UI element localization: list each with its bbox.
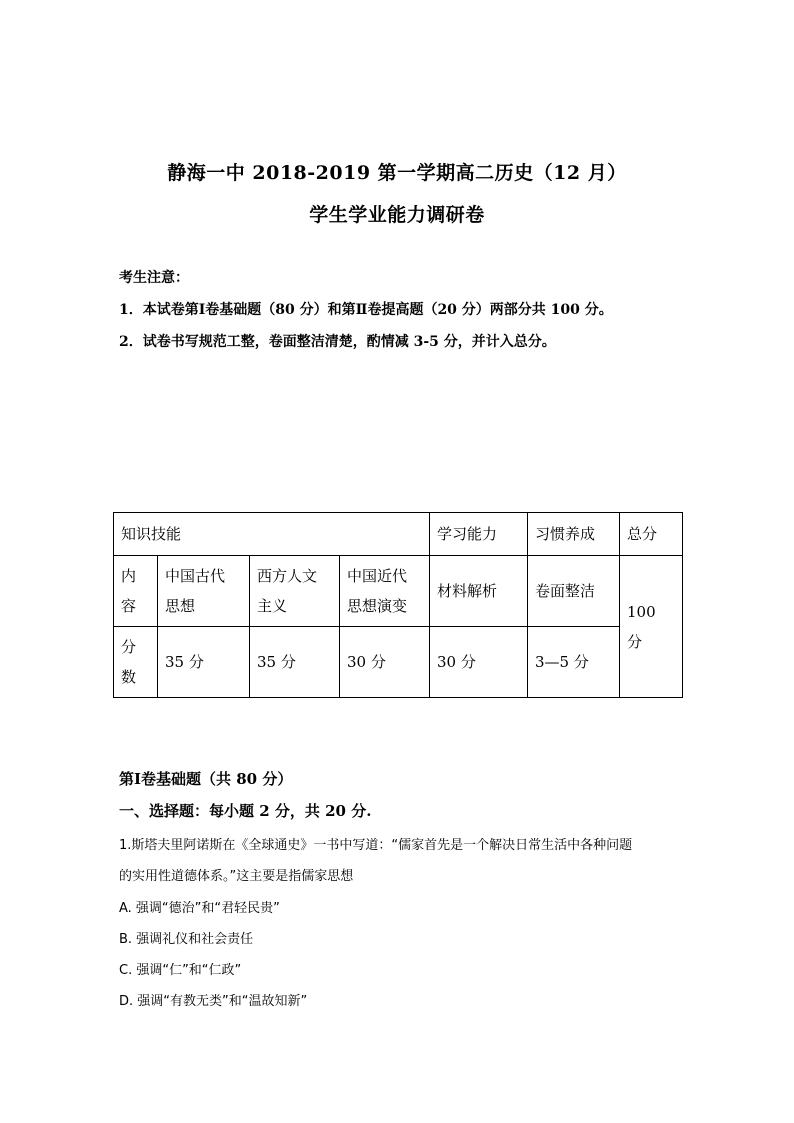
content-label-char-2: 容 — [121, 597, 137, 615]
content-cell-modern-thought — [340, 556, 430, 627]
page-subtitle: 学生学业能力调研卷 — [309, 204, 485, 226]
total-score-value: 100 分 — [620, 556, 683, 698]
score-cell: 35 分 — [250, 627, 340, 698]
question-1-stem-line-1: 1.斯塔夫里阿诺斯在《全球通史》一书中写道：“儒家首先是一个解决日常生活中各种问题 — [119, 838, 633, 853]
content-label — [114, 556, 158, 627]
table-header-row — [114, 513, 683, 556]
header-total-score: 总分 — [620, 513, 683, 556]
content-cell-material-analysis: 材料解析 — [430, 556, 528, 627]
score-table — [113, 512, 683, 698]
option-b: B. 强调礼仪和社会责任 — [119, 932, 254, 947]
score-cell: 30 分 — [340, 627, 430, 698]
header-learning-ability: 学习能力 — [430, 513, 528, 556]
table-content-row — [114, 556, 683, 627]
cell-line: 主义 — [257, 597, 288, 615]
cell-line: 中国古代 — [165, 567, 226, 585]
content-cell-neat-paper: 卷面整洁 — [528, 556, 620, 627]
cell-line: 中国近代 — [347, 567, 408, 585]
notice-item-1: 1．本试卷第Ⅰ卷基础题（80 分）和第Ⅱ卷提高题（20 分）两部分共 100 分。 — [119, 302, 613, 318]
notice-item-2: 2．试卷书写规范工整，卷面整洁清楚，酌情减 3-5 分，并计入总分。 — [119, 334, 556, 350]
score-label-char-2: 数 — [121, 668, 137, 686]
cell-line: 西方人文 — [257, 567, 318, 585]
score-label-char-1: 分 — [121, 638, 137, 656]
score-cell: 3—5 分 — [528, 627, 620, 698]
table-score-row — [114, 627, 683, 698]
content-cell-western-humanism — [250, 556, 340, 627]
cell-line: 思想演变 — [347, 597, 408, 615]
header-habit-formation: 习惯养成 — [528, 513, 620, 556]
content-cell-ancient-thought — [158, 556, 250, 627]
header-knowledge-skills: 知识技能 — [114, 513, 430, 556]
score-cell: 30 分 — [430, 627, 528, 698]
content-label-char-1: 内 — [121, 567, 137, 585]
notice-heading: 考生注意： — [119, 270, 189, 286]
question-1-stem-line-2: 的实用性道德体系。”这主要是指儒家思想 — [119, 869, 354, 884]
section-title: 第Ⅰ卷基础题（共 80 分） — [119, 770, 293, 788]
score-cell: 35 分 — [158, 627, 250, 698]
page-title: 静海一中 2018-2019 第一学期高二历史（12 月） — [167, 162, 627, 184]
option-c: C. 强调“仁”和“仁政” — [119, 963, 242, 978]
section-subtitle: 一、选择题：每小题 2 分，共 20 分. — [119, 802, 372, 820]
score-label — [114, 627, 158, 698]
option-a: A. 强调“德治”和“君轻民贵” — [119, 901, 280, 916]
option-d: D. 强调“有教无类”和“温故知新” — [119, 994, 308, 1009]
cell-line: 思想 — [165, 597, 196, 615]
